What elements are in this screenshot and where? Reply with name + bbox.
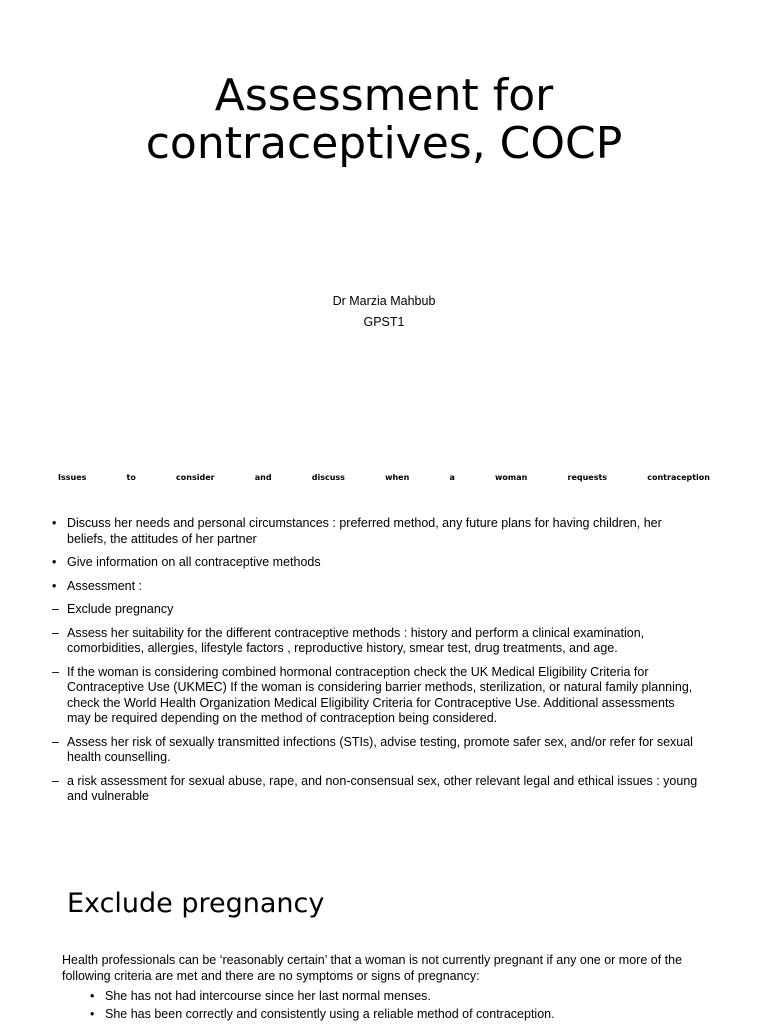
criteria-item-text: She has been correctly and consistently using a reliable method of contraception.	[105, 1007, 555, 1021]
issues-heading-word: Issues	[58, 473, 87, 482]
issues-heading-word: discuss	[311, 473, 345, 482]
dash-marker: –	[52, 625, 59, 640]
issues-heading-word: and	[254, 473, 272, 482]
list-item	[50, 735, 700, 766]
title-slide	[0, 0, 768, 440]
issues-heading-word: consider	[176, 473, 215, 482]
list-item-text: Discuss her needs and personal circumstances : preferred method, any future plans for having children, her beliefs, the attitudes of her partner	[67, 516, 662, 546]
title-line-2: contraceptives, COCP	[145, 118, 623, 169]
dash-marker: –	[52, 664, 59, 679]
issues-heading-word: requests	[567, 473, 608, 482]
page-title	[84, 72, 684, 168]
issues-heading-word: when	[385, 473, 410, 482]
criteria-item	[88, 988, 708, 1004]
author-role: GPST1	[363, 315, 405, 329]
criteria-list	[88, 988, 708, 1024]
dash-marker: –	[52, 734, 59, 749]
list-item	[50, 626, 700, 657]
dash-marker: –	[52, 602, 59, 616]
list-item-text: Assess her risk of sexually transmitted infections (STIs), advise testing, promote safer sex, and/or refer for sexual health counselling.	[67, 734, 693, 764]
list-item	[50, 579, 700, 595]
criteria-item	[88, 1006, 708, 1022]
bullet-marker: •	[52, 555, 57, 569]
list-item	[50, 665, 700, 727]
list-item	[50, 602, 700, 618]
issues-heading-word: to	[126, 473, 136, 482]
assessment-list	[50, 516, 700, 813]
author-name: Dr Marzia Mahbub	[332, 294, 436, 308]
list-item-text: Assessment :	[67, 578, 143, 593]
issues-heading-word: contraception	[647, 473, 710, 482]
title-line-1: Assessment for	[214, 70, 554, 121]
issues-heading-word: woman	[495, 473, 528, 482]
dash-marker: –	[52, 773, 59, 788]
list-item	[50, 774, 700, 805]
issues-heading	[58, 472, 710, 484]
section-intro: Health professionals can be ‘reasonably certain’ that a woman is not currently pregnant if any one or more of the following criteria are met and there are no symptoms or signs of pregnancy:	[62, 953, 683, 983]
list-item-text: Exclude pregnancy	[67, 602, 174, 616]
bullet-marker: •	[52, 516, 57, 530]
list-item	[50, 516, 700, 547]
list-item-text: If the woman is considering combined hormonal contraception check the UK Medical Eligibility Criteria for Contraceptive Use (UKMEC) If the woman is considering barrier methods, sterilization, or natural family planning, check the World Health Organization Medical Eligibility Criteria for Contraceptive Use. Additional assessments may be required depending on the method of contraception being considered.	[67, 664, 693, 725]
list-item-text: Assess her suitability for the different contraceptive methods : history and perform a clinical examination, comorbidities, allergies, lifestyle factors , reproductive history, smear test, drug treatments, and age.	[67, 625, 645, 655]
issues-heading-word: a	[449, 473, 455, 482]
criteria-item-text: She has not had intercourse since her last normal menses.	[105, 989, 431, 1003]
bullet-marker: •	[52, 578, 57, 593]
list-item-text: Give information on all contraceptive methods	[67, 555, 321, 569]
bullet-marker: •	[90, 1007, 95, 1021]
section-heading: Exclude pregnancy	[67, 888, 325, 919]
list-item-text: a risk assessment for sexual abuse, rape, and non-consensual sex, other relevant legal and ethical issues : young and vulnerable	[67, 773, 698, 803]
bullet-marker: •	[90, 989, 95, 1003]
list-item	[50, 555, 700, 571]
